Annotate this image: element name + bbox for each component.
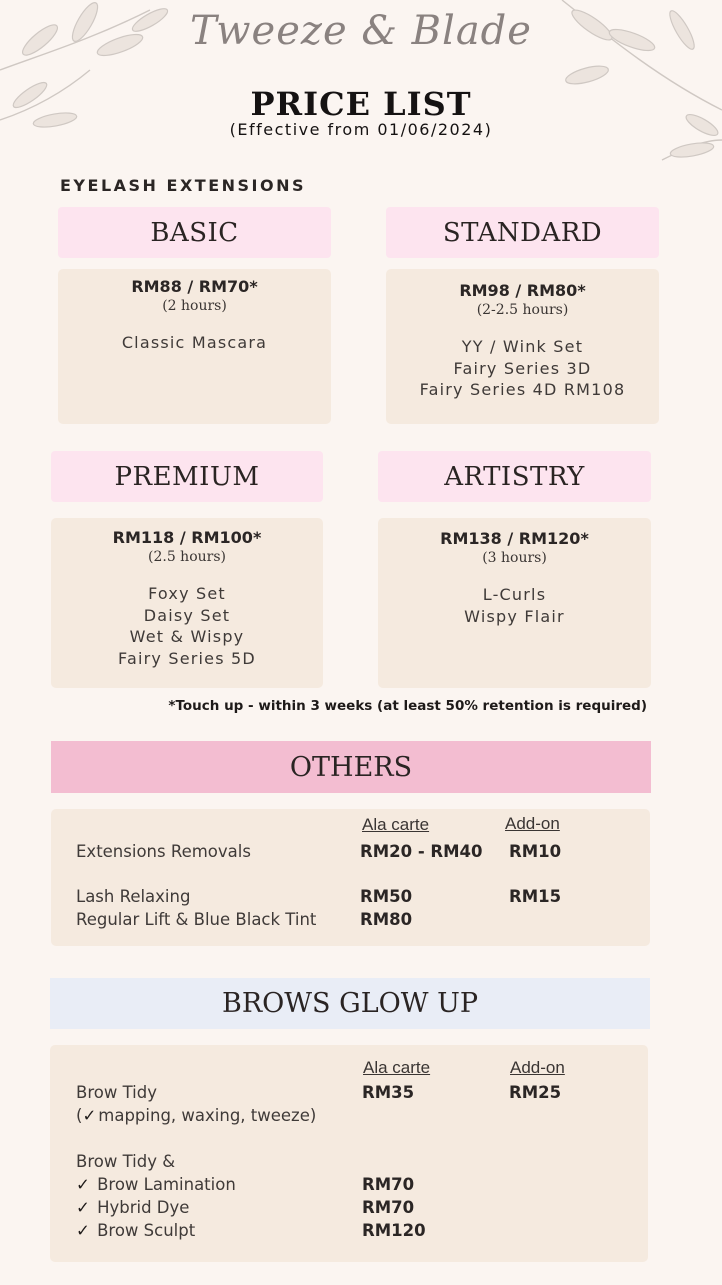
tier-price: RM138 / RM120*	[440, 529, 589, 548]
price-add-on: RM15	[509, 887, 562, 906]
tier-item: Daisy Set	[143, 605, 231, 625]
tier-heading-artistry: ARTISTRY	[378, 451, 651, 502]
price-add-on: RM25	[509, 1083, 562, 1102]
tier-item: YY / Wink Set	[461, 337, 584, 356]
tier-item: Fairy Series 3D	[453, 358, 592, 378]
tier-card-standard	[386, 269, 659, 424]
check-icon: ✓	[76, 1221, 90, 1240]
effective-date: (Effective from 01/06/2024)	[229, 120, 493, 139]
combo-item	[76, 1221, 195, 1240]
brand-logo: Tweeze & Blade	[190, 8, 532, 54]
service-detail	[76, 1106, 316, 1125]
check-icon: ✓	[76, 1198, 90, 1217]
detail-text: mapping, waxing, tweeze)	[98, 1106, 317, 1125]
tier-duration: (2.5 hours)	[148, 549, 226, 565]
tier-heading-premium: PREMIUM	[51, 451, 323, 502]
combo-service: Hybrid Dye	[97, 1198, 190, 1217]
section-heading-others: OTHERS	[51, 741, 651, 793]
section-heading-brows: BROWS GLOW UP	[50, 978, 650, 1029]
tier-item: Foxy Set	[148, 584, 226, 603]
combo-service: Brow Sculpt	[97, 1221, 196, 1240]
tier-price: RM118 / RM100*	[112, 528, 262, 547]
tier-item: Wet & Wispy	[129, 627, 245, 646]
combo-item	[76, 1175, 236, 1194]
service-name: Regular Lift & Blue Black Tint	[76, 910, 317, 929]
tier-heading-standard: STANDARD	[386, 207, 659, 258]
tier-card-artistry	[378, 518, 651, 688]
column-heading-ala-carte: Ala carte	[362, 815, 430, 834]
price-ala-carte: RM50	[360, 887, 413, 906]
price-ala-carte: RM20 - RM40	[360, 842, 483, 861]
tier-item: Fairy Series 4D RM108	[419, 380, 626, 399]
combo-item	[76, 1198, 189, 1217]
price-ala-carte: RM120	[362, 1221, 426, 1240]
touch-up-note: *Touch up - within 3 weeks (at least 50% retention is required)	[168, 698, 647, 714]
price-ala-carte: RM70	[362, 1175, 415, 1194]
tier-price: RM88 / RM70*	[131, 277, 258, 296]
price-ala-carte: RM35	[362, 1083, 415, 1102]
service-name: Brow Tidy	[76, 1083, 157, 1102]
tier-item: L-Curls	[482, 585, 547, 604]
combo-service: Brow Lamination	[97, 1175, 236, 1194]
service-name: Lash Relaxing	[76, 887, 191, 906]
tier-duration: (3 hours)	[482, 550, 547, 566]
price-ala-carte: RM70	[362, 1198, 415, 1217]
page-title: PRICE LIST	[250, 85, 472, 123]
check-icon: ✓	[76, 1175, 90, 1194]
detail-open-paren: (	[76, 1106, 83, 1125]
tier-duration: (2 hours)	[162, 298, 227, 314]
tier-item: Fairy Series 5D	[118, 648, 256, 668]
tier-item: Classic Mascara	[121, 333, 268, 352]
combo-heading: Brow Tidy &	[76, 1152, 176, 1171]
tier-item: Wispy Flair	[464, 606, 565, 626]
check-icon: ✓	[82, 1106, 97, 1125]
column-heading-add-on: Add-on	[510, 1058, 565, 1077]
tier-duration: (2-2.5 hours)	[476, 302, 569, 318]
tier-card-premium	[51, 518, 323, 688]
price-ala-carte: RM80	[360, 910, 413, 929]
tier-heading-basic: BASIC	[58, 207, 331, 258]
column-heading-ala-carte: Ala carte	[363, 1058, 431, 1077]
price-add-on: RM10	[509, 842, 562, 861]
section-label-eyelash: EYELASH EXTENSIONS	[60, 176, 306, 195]
column-heading-add-on: Add-on	[505, 814, 560, 833]
tier-card-basic	[58, 269, 331, 424]
tier-price: RM98 / RM80*	[459, 281, 586, 300]
service-name: Extensions Removals	[76, 842, 251, 861]
